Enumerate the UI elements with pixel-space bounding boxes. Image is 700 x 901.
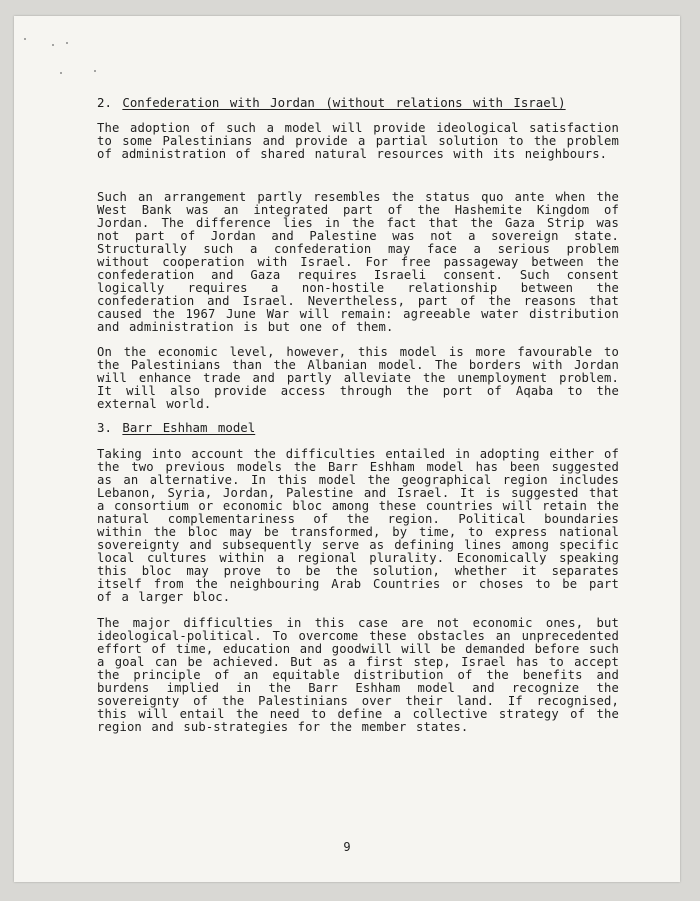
section-body-confederation [97,122,619,161]
paper-speck [60,72,62,74]
section-body-confederation [97,346,619,411]
section-heading-barr-eshham [97,421,255,434]
paper-speck [24,38,26,40]
section-body-barr-eshham [97,617,619,734]
paragraph: Taking into account the difficulties entailed in adopting either of the two previous models the Barr Eshham model has been suggested as an alternative. In this model the geographical region includes Lebanon, Syria, Jordan, Palestine and Israel. It is suggested that a consortium or economic bloc among these countries will retain the natural complementariness of the region. Political boundaries within the bloc may be transformed, by time, to express national sovereignty and subsequently serve as defining lines among specific local cultures within a regional plurality. Economically speaking this bloc may prove to be the solution, whether it separates itself from the neighbouring Arab Countries or choses to be part of a larger bloc. [97,447,619,604]
paper-speck [94,70,96,72]
page-number: 9 [343,840,351,854]
document-page [14,16,680,882]
section-number: 2. [97,95,112,110]
paragraph: On the economic level, however, this model is more favourable to the Palestinians than the Albanian model. The borders with Jordan will enhance trade and partly alleviate the unemployment problem. It will also provide access through the port of Aqaba to the external world. [97,345,619,411]
section-number: 3. [97,420,112,435]
section-heading-confederation [97,96,566,109]
section-body-confederation [97,191,619,334]
paragraph: The major difficulties in this case are not economic ones, but ideological-political. To overcome these obstacles an unprecedented effort of time, education and goodwill will be demanded before such a goal can be achieved. But as a first step, Israel has to accept the principle of an equitable distribution of the benefits and burdens implied in the Barr Eshham model and recognize the sovereignty of the Palestinians over their land. If recognised, this will entail the need to define a collective strategy of the region and sub-strategies for the member states. [97,616,619,734]
paragraph: Such an arrangement partly resembles the status quo ante when the West Bank was an integrated part of the Hashemite Kingdom of Jordan. The difference lies in the fact that the Gaza Strip was not part of Jordan and Palestine was not a sovereign state. Structurally such a confederation may face a serious problem without cooperation with Israel. For free passageway between the confederation and Gaza requires Israeli consent. Such consent logically requires a non-hostile relationship between the confederation and Israel. Nevertheless, part of the reasons that caused the 1967 June War will remain: agreeable water distribution and administration is but one of them. [97,190,619,334]
section-body-barr-eshham [97,448,619,604]
section-title: Confederation with Jordan (without relations with Israel) [122,95,566,110]
section-title: Barr Eshham model [122,420,256,435]
paragraph: The adoption of such a model will provide ideological satisfaction to some Palestinians and provide a partial solution to the problem of administration of shared natural resources with its neighbours. [97,121,619,161]
paper-speck [66,42,68,44]
paper-speck [52,44,54,46]
